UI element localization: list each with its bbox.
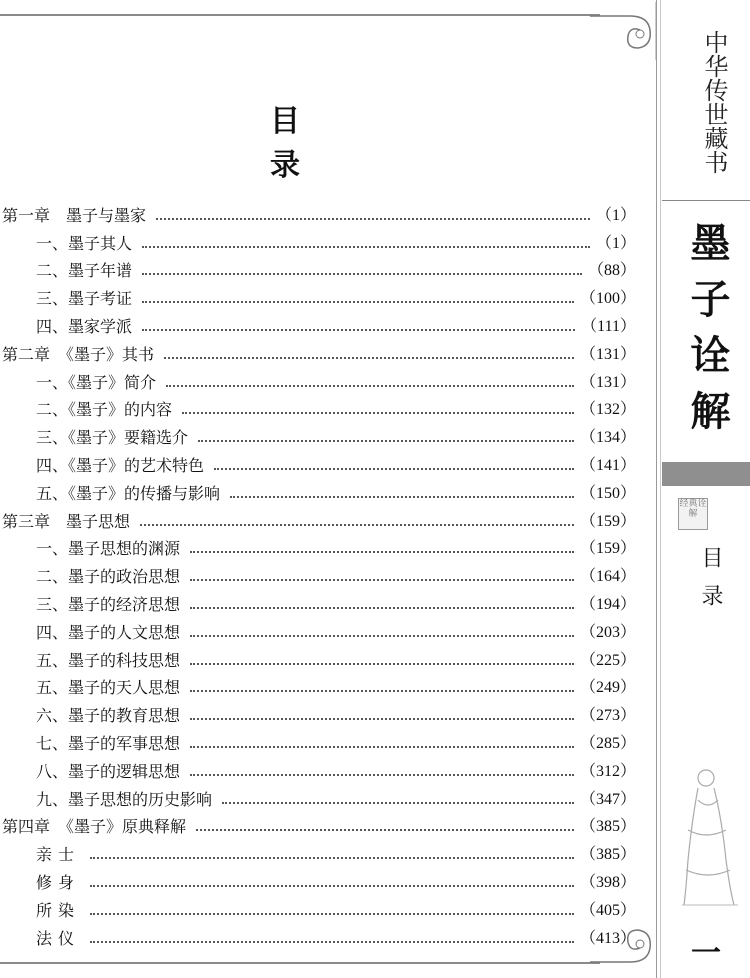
toc-label: 四、墨家学派 xyxy=(36,316,133,336)
toc-page: （159） xyxy=(579,512,636,530)
toc-entry[interactable] xyxy=(0,477,640,505)
toc-leader xyxy=(142,272,582,275)
sidebar xyxy=(662,0,750,978)
toc-chapter-3[interactable] xyxy=(0,505,640,533)
toc-label: 六、墨子的教育思想 xyxy=(36,706,181,726)
toc-leader xyxy=(190,550,574,553)
toc-leader xyxy=(90,940,574,943)
toc-label: 法仪 xyxy=(36,928,81,948)
toc-leader xyxy=(142,245,590,248)
sidebar-border-inner xyxy=(660,0,661,978)
toc-label: 一、墨子其人 xyxy=(36,233,133,253)
toc-label: 七、墨子的军事思想 xyxy=(36,733,181,753)
page-title: 目 录 xyxy=(270,104,386,183)
toc-label: 二、墨子年谱 xyxy=(36,261,133,281)
toc-leader xyxy=(190,662,574,665)
toc-page: （131） xyxy=(579,373,636,391)
page-number: 一 xyxy=(691,936,721,971)
toc-leader xyxy=(142,300,574,303)
toc-entry[interactable] xyxy=(0,922,640,950)
toc-page: （164） xyxy=(579,568,636,586)
toc-page: （312） xyxy=(579,762,636,780)
toc-entry[interactable] xyxy=(0,755,640,783)
toc-page: （1） xyxy=(595,234,636,252)
toc-entry[interactable] xyxy=(0,727,640,755)
toc-entry[interactable] xyxy=(0,366,640,394)
toc-page: （413） xyxy=(579,929,636,947)
toc-leader xyxy=(90,856,574,859)
toc-leader xyxy=(90,884,574,887)
toc-leader xyxy=(140,523,574,526)
toc-leader xyxy=(142,328,575,331)
toc-leader xyxy=(190,689,574,692)
toc-page: （405） xyxy=(579,901,636,919)
toc-entry[interactable] xyxy=(0,588,640,616)
toc-page: （159） xyxy=(579,540,636,558)
toc-label: 三、墨子的经济思想 xyxy=(36,594,181,614)
toc-label: 四、《墨子》的艺术特色 xyxy=(36,455,205,475)
toc-entry[interactable] xyxy=(0,449,640,477)
toc-leader xyxy=(166,384,574,387)
section-label: 目录 xyxy=(698,546,723,622)
toc-label: 二、墨子的政治思想 xyxy=(36,567,181,587)
toc-leader xyxy=(230,495,574,498)
toc-label: 五、墨子的科技思想 xyxy=(36,650,181,670)
toc-entry[interactable] xyxy=(0,783,640,811)
toc-entry[interactable] xyxy=(0,672,640,700)
toc-entry[interactable] xyxy=(0,533,640,561)
toc-chapter-4[interactable] xyxy=(0,811,640,839)
toc-label: 亲士 xyxy=(36,845,81,865)
toc-leader xyxy=(156,217,590,220)
toc-page: （1） xyxy=(595,206,636,224)
toc-chapter-1[interactable] xyxy=(0,199,640,227)
toc-leader xyxy=(90,912,574,915)
toc-leader xyxy=(198,439,574,442)
toc-page: （249） xyxy=(579,679,636,697)
toc-page: （134） xyxy=(579,429,636,447)
toc-label: 一、《墨子》简介 xyxy=(36,372,157,392)
toc-page: （385） xyxy=(579,818,636,836)
toc-label: 第二章 《墨子》其书 xyxy=(2,344,155,364)
toc-page: （225） xyxy=(579,651,636,669)
bottom-rule xyxy=(0,962,600,964)
toc-page: （194） xyxy=(579,595,636,613)
toc-entry[interactable] xyxy=(0,894,640,922)
sidebar-band xyxy=(662,462,750,486)
toc-leader xyxy=(190,773,574,776)
toc-page: （131） xyxy=(579,345,636,363)
toc-label: 第四章 《墨子》原典释解 xyxy=(2,817,187,837)
toc-leader xyxy=(222,801,574,804)
toc-label: 所染 xyxy=(36,900,81,920)
toc-entry[interactable] xyxy=(0,699,640,727)
toc-leader xyxy=(214,467,574,470)
book-title: 墨子诠解 xyxy=(684,222,731,446)
toc-entry[interactable] xyxy=(0,838,640,866)
toc-page: （150） xyxy=(579,484,636,502)
toc-page: （398） xyxy=(579,873,636,891)
toc-page: （285） xyxy=(579,734,636,752)
toc-chapter-2[interactable] xyxy=(0,338,640,366)
toc-page: （88） xyxy=(587,262,636,280)
toc-page: （141） xyxy=(579,456,636,474)
toc-entry[interactable] xyxy=(0,394,640,422)
toc-label: 一、墨子思想的渊源 xyxy=(36,539,181,559)
table-of-contents xyxy=(0,199,640,950)
toc-leader xyxy=(190,578,574,581)
toc-page: （203） xyxy=(579,623,636,641)
sidebar-divider xyxy=(662,200,750,201)
toc-entry[interactable] xyxy=(0,560,640,588)
toc-label: 第一章 墨子与墨家 xyxy=(2,205,147,225)
toc-entry[interactable] xyxy=(0,255,640,283)
toc-label: 三、墨子考证 xyxy=(36,289,133,309)
toc-label: 四、墨子的人文思想 xyxy=(36,622,181,642)
toc-page: （100） xyxy=(579,290,636,308)
toc-label: 九、墨子思想的历史影响 xyxy=(36,789,213,809)
toc-page: （111） xyxy=(581,317,636,335)
toc-leader xyxy=(182,411,574,414)
toc-label: 第三章 墨子思想 xyxy=(2,511,131,531)
toc-entry[interactable] xyxy=(0,644,640,672)
toc-page: （385） xyxy=(579,846,636,864)
toc-label: 五、《墨子》的传播与影响 xyxy=(36,483,221,503)
toc-leader xyxy=(190,745,574,748)
toc-entry[interactable] xyxy=(0,616,640,644)
toc-page: （132） xyxy=(579,401,636,419)
toc-entry[interactable] xyxy=(0,421,640,449)
toc-entry[interactable] xyxy=(0,310,640,338)
toc-leader xyxy=(164,356,574,359)
toc-page: （273） xyxy=(579,707,636,725)
seal-logo: 经典诠解 xyxy=(678,498,708,530)
toc-label: 八、墨子的逻辑思想 xyxy=(36,761,181,781)
toc-label: 二、《墨子》的内容 xyxy=(36,400,173,420)
toc-label: 三、《墨子》要籍选介 xyxy=(36,428,189,448)
toc-leader xyxy=(190,634,574,637)
sidebar-border xyxy=(656,0,657,978)
toc-page: （347） xyxy=(579,790,636,808)
sage-figure-illustration xyxy=(668,760,748,910)
toc-leader xyxy=(196,828,574,831)
toc-leader xyxy=(190,606,574,609)
top-rule xyxy=(0,14,600,16)
toc-entry[interactable] xyxy=(0,282,640,310)
toc-label: 五、墨子的天人思想 xyxy=(36,678,181,698)
corner-ornament-top xyxy=(590,2,660,62)
toc-leader xyxy=(190,717,574,720)
series-title: 中华传世藏书 xyxy=(700,30,728,174)
toc-label: 修身 xyxy=(36,872,81,892)
toc-entry[interactable] xyxy=(0,227,640,255)
toc-entry[interactable] xyxy=(0,866,640,894)
